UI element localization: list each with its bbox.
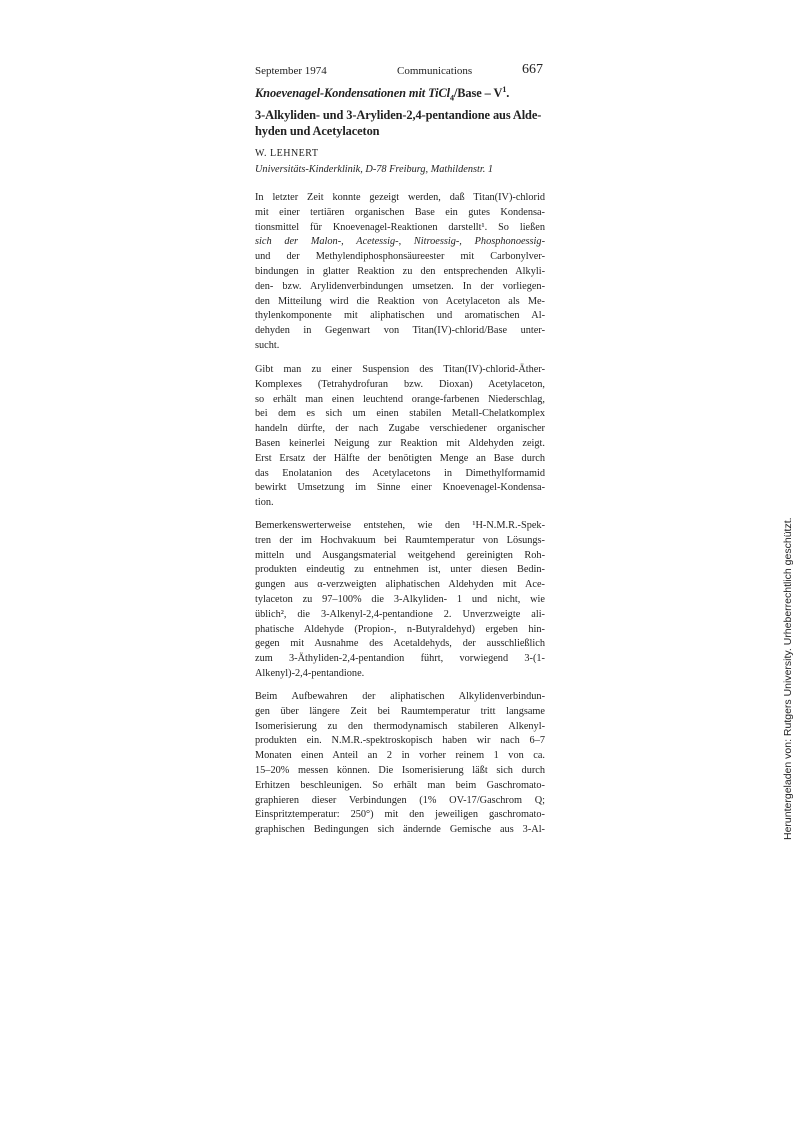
text-line: Monaten einen Anteil an 2 in vorher reinem 1 von ca. [255,750,545,762]
text-line: tylaceton zu 97–100% die 3-Alkyliden- 1 und nicht, wie [255,593,545,605]
text-line: sich der Malon-, Acetessig-, Nitroessig-, Phosphonoessig- [255,236,545,248]
text-line: bewirkt Umsetzung im Sinne einer Knoevenagel-Kondensa- [255,482,545,494]
text-line: sucht. [255,339,280,351]
text-line: den- bzw. Arylidenverbindungen umsetzen. In der vorliegen- [255,280,545,292]
text-line: gegen mit Ausnahme des Acetaldehyds, der ausschließlich [255,638,545,650]
text-line: graphieren dieser Verbindungen (1% OV-17/Gaschrom Q; [255,794,545,806]
text-line: Gibt man zu einer Suspension des Titan(IV)-chlorid-Äther- [255,364,545,375]
text-line: Erst Ersatz der Hälfte der benötigten Menge an Base durch [255,452,545,464]
text-line: Komplexes (Tetrahydrofuran bzw. Dioxan) Acetylaceton, [255,378,545,390]
text-line: den Mitteilung wird die Reaktion von Acetylaceton als Me- [255,295,545,307]
text-line: Alkenyl)-2,4-pentandione. [255,667,365,679]
header-date: September 1974 [255,65,327,77]
title-line-3: hyden und Acetylaceton [255,123,380,138]
text-line: Einspritztemperatur: 250°) mit den jeweiligen gaschromato- [255,809,545,821]
text-line: 15–20% messen können. Die Isomerisierung läßt sich durch [255,764,545,776]
text-line: üblich², die 3-Alkenyl-2,4-pentandione 2. Unverzweigte ali- [255,608,545,620]
paragraph-1 [255,191,545,354]
text-line: thylenkomponente mit aliphatischen und aromatischen Al- [255,310,545,322]
article-title [255,82,543,139]
text-line: Basen keinerlei Neigung zur Reaktion mit Aldehyden zeigt. [255,437,545,449]
title-line-1: Knoevenagel-Kondensationen mit TiCl$_4$/Base – $V^1$. [255,85,510,103]
text-line: bindungen in glatter Reaktion zu den entsprechenden Alkyli- [255,265,545,277]
text-line: Beim Aufbewahren der aliphatischen Alkylidenverbindun- [255,691,545,702]
title-line-2: 3-Alkyliden- und 3-Aryliden-2,4-pentandione aus Alde- [255,107,542,122]
text-line: und der Methylendiphosphonsäureester mit Carbonylver- [255,251,545,263]
text-line: graphischen Bedingungen sich ändernde Gemische aus 3-Al- [255,824,545,836]
text-line: Bemerkenswerterweise entstehen, wie den ¹H-N.M.R.-Spek- [255,520,545,531]
text-line: zum 3-Äthyliden-2,4-pentandion führt, vorwiegend 3-(1- [255,653,545,665]
text-line: tionsmittel für Knoevenagel-Reaktionen darstellt¹. So ließen [255,221,545,233]
text-line: Isomerisierung zu den thermodynamisch stabileren Alkenyl- [255,720,545,732]
text-line: bei dem es sich um einen stabilen Metall-Chelatkomplex [255,408,545,420]
text-line: mit einer tertiären organischen Base ein gutes Kondensa- [255,206,545,218]
text-line: phatische Aldehyde (Propion-, n-Butyraldehyd) ergeben hin- [255,623,545,635]
text-line: so erhält man einen leuchtend orange-farbenen Niederschlag, [255,393,545,405]
page-number: 667 [522,62,543,77]
author: W. LEHNERT [255,148,319,159]
text-line: das Enolatanion des Acetylacetons in Dimethylformamid [255,467,545,479]
text-line: produkten eindeutig zu entnehmen ist, unter diesen Bedin- [255,564,545,576]
text-line: mitteln und Ausgangsmaterial weitgehend gereinigten Roh- [255,549,545,561]
text-line: dehyden in Gegenwart von Titan(IV)-chlorid/Base unter- [255,325,545,337]
text-line: produkten ein. N.M.R.-spektroskopisch haben wir nach 6–7 [255,735,545,747]
text-line: Erhitzen beschleunigen. So erhält man beim Gaschromato- [255,779,545,791]
header-section: Communications [397,65,473,77]
paragraph-2 [255,363,545,511]
paragraph-4 [255,690,545,838]
affiliation: Universitäts-Kinderklinik, D-78 Freiburg, Mathildenstr. 1 [255,164,494,175]
text-line: gungen aus α-verzweigten aliphatischen Aldehyden mit Ace- [255,579,545,591]
running-header [255,62,543,80]
paragraph-3 [255,519,545,682]
text-line: tion. [255,497,274,509]
text-line: In letzter Zeit konnte gezeigt werden, daß Titan(IV)-chlorid [255,192,545,203]
text-line: handeln dürfte, der nach Zugabe verschiedener organischer [255,423,545,435]
download-notice: Heruntergeladen von: Rutgers University. Urheberrechtlich geschützt. [782,517,794,840]
text-line: gen über längere Zeit bei Raumtemperatur tritt langsame [255,705,545,717]
text-line: tren der im Hochvakuum bei Raumtemperatur von Lösungs- [255,534,545,546]
